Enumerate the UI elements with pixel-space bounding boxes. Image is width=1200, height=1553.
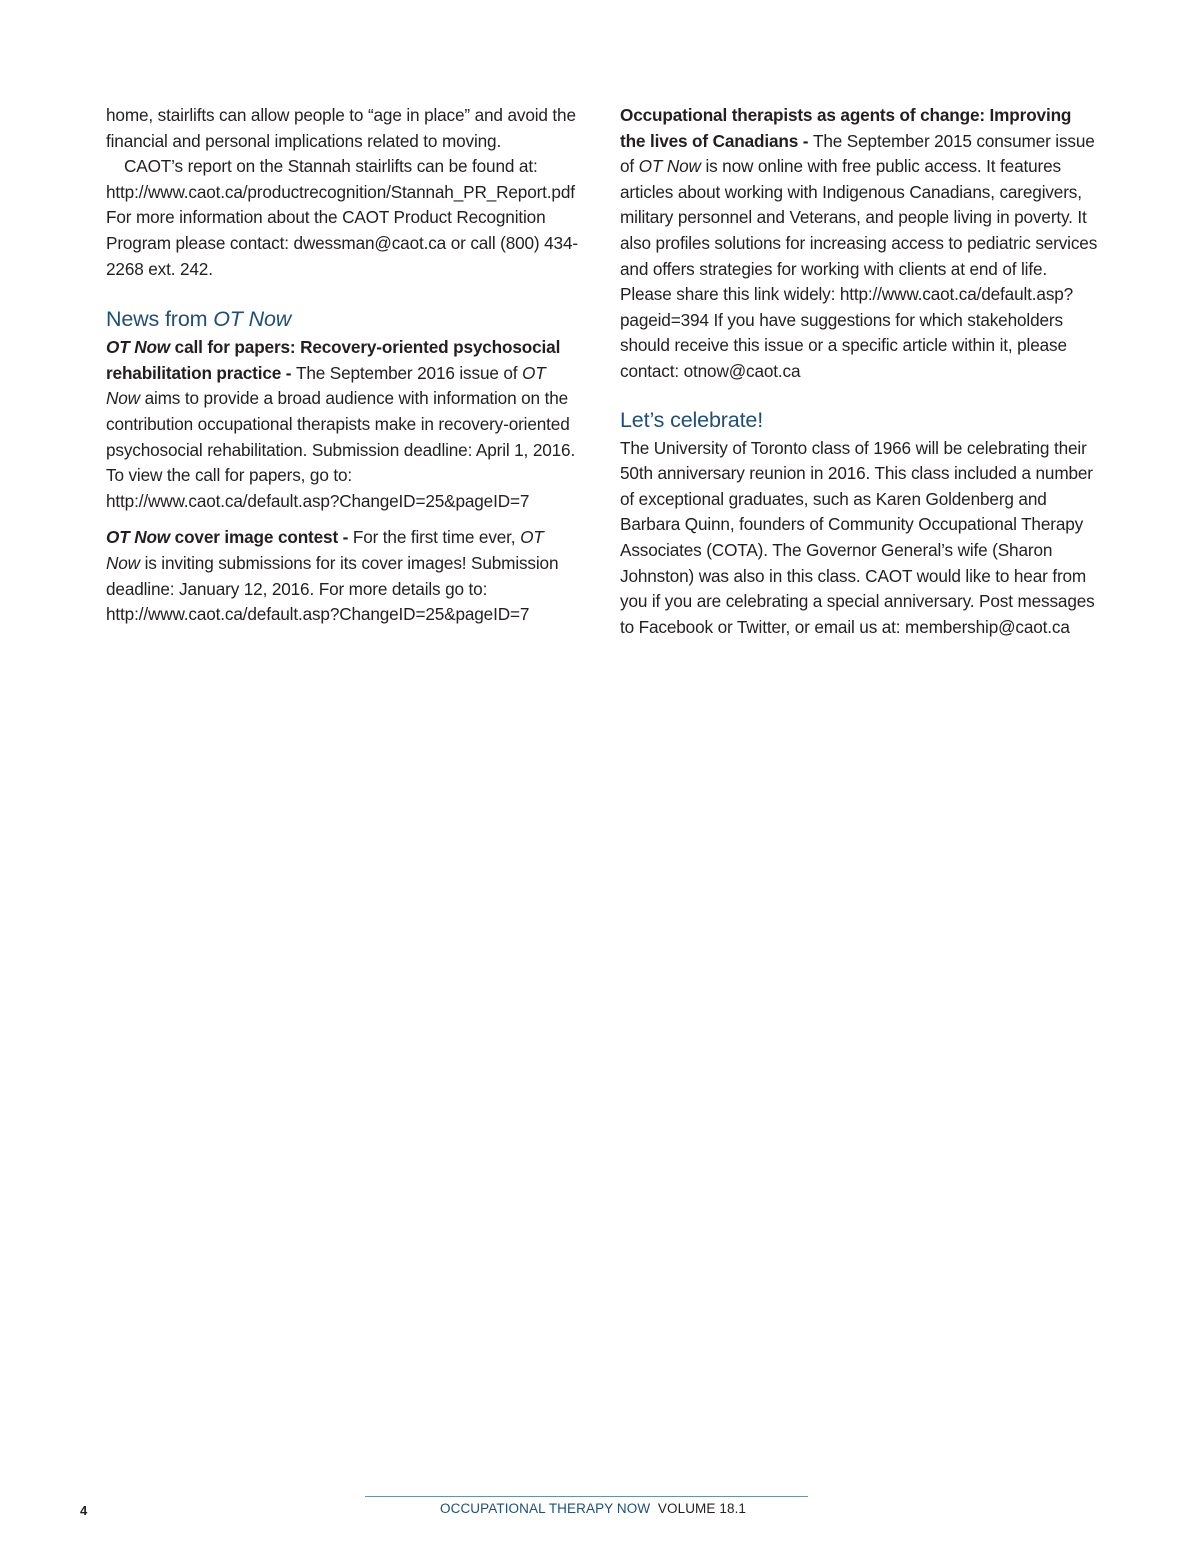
footer-publication-name: OCCUPATIONAL THERAPY NOW [440,1501,651,1516]
celebrate-paragraph: The University of Toronto class of 1966 will be celebrating their 50th anniversary reunion in 2016. This class included a number of exceptional graduates, such as Karen Goldenberg and Barbara Quinn, founders of Community Occupational Therapy Associates (COTA). The Governor General’s wife (Sharon Johnston) was also in this class. CAOT would like to hear from you if you are celebrating a special anniversary. Post messages to Facebook or Twitter, or email us at: membership@caot.ca [620,437,1095,637]
contest-text-italic: OT Now [106,527,544,573]
footer-volume: VOLUME 18.1 [657,1501,747,1516]
heading-italic-text: OT Now [213,307,292,332]
lets-celebrate-heading: Let’s celebrate! [620,407,764,432]
agents-text-a: The September 2015 consumer issue of [620,130,1095,177]
news-from-ot-now-heading [106,306,580,332]
cfp-text-a: The September 2016 issue of [295,362,523,383]
footer-divider [365,1496,808,1497]
agents-of-change-item [620,103,1098,385]
stannah-report-paragraph: CAOT’s report on the Stannah stairlifts can be found at: http://www.caot.ca/productrecognition/Stannah_PR_Report.pdf For more information about the CAOT Product Recognition Program please contact: dwessman@caot.ca or call (800) 434-2268 ext. 242. [106,156,578,279]
page-number: 4 [80,1503,88,1518]
contest-text-b: is inviting submissions for its cover images! Submission deadline: January 12, 2016. For more details go to: http://www.caot.ca/default.asp?ChangeID=25&pageID=7 [106,552,559,625]
stairlift-continuation-paragraph: home, stairlifts can allow people to “age in place” and avoid the financial and personal implications related to moving. [106,105,576,151]
cfp-title-italic: OT Now [106,337,171,358]
cfp-text-italic: OT Now [106,362,546,409]
agents-text-italic: OT Now [638,156,701,177]
left-column [106,103,580,628]
cfp-title-bold: call for papers: Recovery-oriented psychosocial rehabilitation practice - [106,337,561,383]
right-column [620,103,1098,640]
contest-title-italic: OT Now [106,527,171,548]
agents-title-bold: Occupational therapists as agents of change: Improving the lives of Canadians - [620,105,1072,151]
agents-text-b: is now online with free public access. It features articles about working with Indigenous Canadians, caregivers, military personnel and Veterans, and people living in poverty. It also profiles solutions for increasing access to pediatric services and offers strategies for working with clients at end of life. Please share this link widely: http://www.caot.ca/default.asp?pageid=394 If you have suggestions for which stakeholders should receive this issue or a specific article within it, please contact: otnow@caot.ca [620,156,1098,381]
heading-main-text: News from [106,307,214,332]
call-for-papers-item [106,335,580,514]
footer-publication-line [440,1501,746,1516]
cover-image-contest-item [106,525,580,627]
cfp-text-b: aims to provide a broad audience with information on the contribution occupational therapists make in recovery-oriented psychosocial rehabilitation. Submission deadline: April 1, 2016. To view the call for papers, go to: http://www.caot.ca/default.asp?ChangeID=25&pageID=7 [106,388,576,511]
contest-title-bold: cover image contest - [170,527,353,548]
contest-text-a: For the first time ever, [352,527,521,548]
